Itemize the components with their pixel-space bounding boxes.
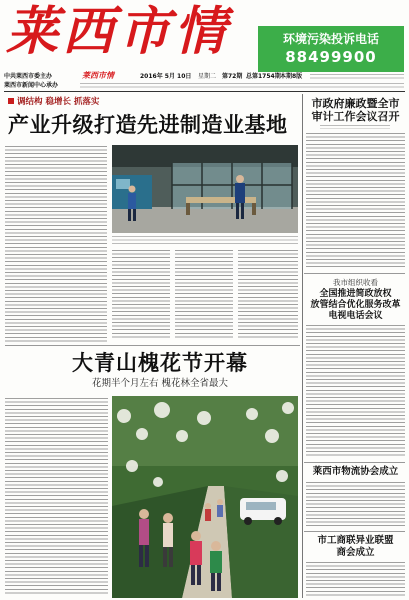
sidebar-kicker: 我市组织收看	[333, 278, 378, 287]
issue-date: 2016年 5月 10日	[140, 73, 192, 80]
lead-body-text	[238, 250, 298, 340]
section-rule	[304, 462, 405, 463]
section-rule	[304, 531, 405, 532]
masthead-rule	[4, 91, 405, 92]
headline-line: 全国推进简政放权	[319, 289, 392, 299]
sidebar-body-text	[306, 482, 405, 528]
lead-body-text	[112, 250, 170, 340]
masthead-fine-print	[310, 74, 404, 79]
lead-body-text	[175, 250, 233, 340]
section-rule	[304, 273, 405, 274]
hotline-box	[258, 26, 404, 72]
sidebar-headline-audit	[306, 97, 405, 123]
lead-kicker	[8, 97, 99, 108]
headline-line: 莱西市物流协会成立	[312, 466, 399, 477]
sidebar-headline-chamber	[306, 535, 405, 559]
hotline-label: 环境污染投诉电话	[282, 32, 379, 46]
kicker-marker	[8, 98, 14, 104]
sidebar-body-text	[306, 133, 405, 268]
lead-kicker-text: 调结构 稳增长 抓落实	[17, 97, 100, 107]
feature-headline: 大青山槐花节开幕	[72, 350, 248, 375]
sidebar-headline-reform	[306, 289, 405, 322]
headline-line: 审计工作会议召开	[311, 110, 400, 123]
issue-weekday: 星期二	[198, 73, 217, 80]
masthead-title: 莱西市情	[6, 2, 231, 62]
issue-number: 第72期	[222, 73, 243, 80]
headline-line: 市工商联异业联盟	[317, 535, 394, 546]
feature-subheadline: 花期半个月左右 槐花林全省最大	[91, 378, 229, 389]
headline-line: 市政府廉政暨全市	[311, 97, 400, 110]
section-rule	[5, 345, 300, 346]
masthead-logo: 莱西市情	[82, 70, 114, 80]
lead-body-text	[5, 146, 107, 342]
feature-body-text	[5, 398, 108, 596]
sidebar-body-text	[306, 562, 405, 598]
locust-festival-photo	[112, 396, 298, 598]
masthead-fine-print-2	[80, 83, 404, 88]
lead-headline: 产业升级打造先进制造业基地	[8, 112, 288, 137]
hotline-number: 88499900	[285, 48, 377, 66]
organizer-text: 莱西市新闻中心承办	[4, 82, 59, 89]
sponsor-text: 中共莱西市委主办	[4, 73, 53, 80]
headline-line: 放管结合优化服务改革	[310, 300, 401, 310]
issue-total: 总第1754期	[246, 73, 281, 80]
sidebar-subtitle	[320, 125, 390, 129]
photo-caption	[112, 236, 298, 245]
headline-line: 电视电话会议	[328, 311, 383, 321]
headline-line: 商会成立	[336, 547, 375, 558]
issue-pages: 本期8版	[280, 73, 303, 80]
sidebar-headline-logistics	[306, 466, 405, 478]
factory-photo	[112, 145, 298, 233]
column-divider	[302, 94, 303, 598]
sidebar-body-text	[306, 325, 405, 458]
